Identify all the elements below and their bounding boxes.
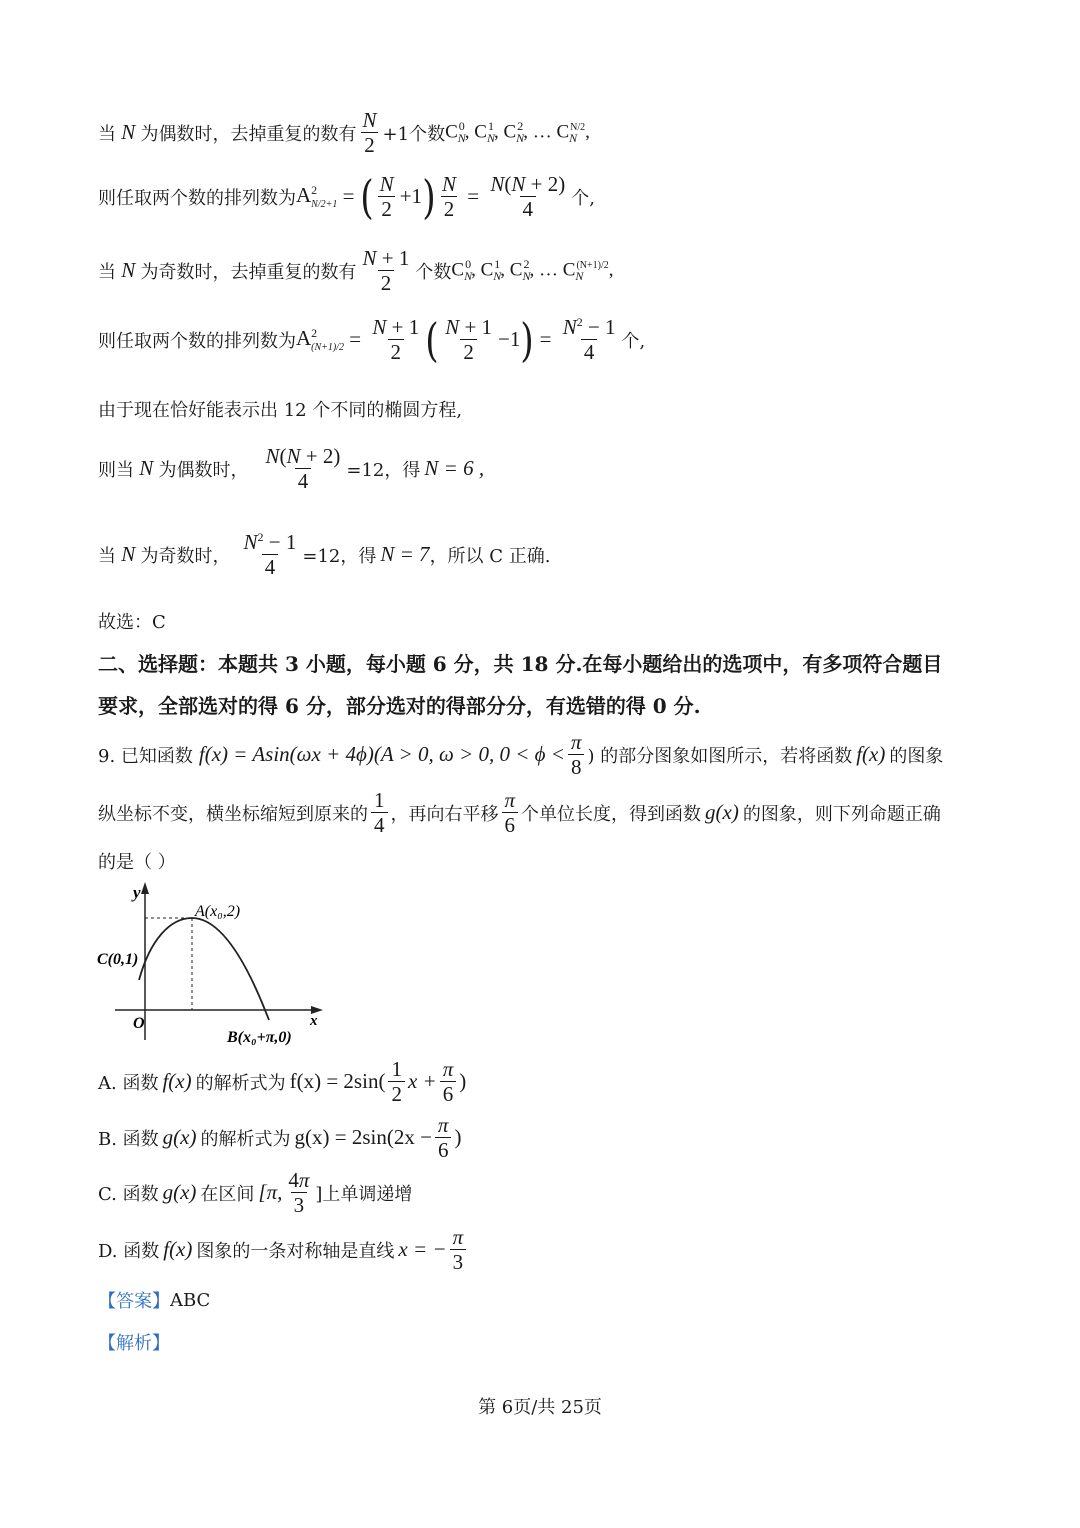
fraction-1-over-4: $\frac{1}{4}$ [371, 788, 388, 837]
close-paren: ) [454, 1125, 462, 1150]
close-paren: ) [459, 1069, 467, 1094]
section-heading-line-2: 要求，全部选对的得 6 分，部分选对的得部分分，有选错的得 0 分. [98, 694, 701, 718]
fraction-n-over-2: $\frac{N}{2}$ [362, 108, 377, 158]
math-fx: f(x) [162, 1069, 192, 1094]
fraction: $\frac{N}{2}$ [379, 172, 394, 222]
text: 的是（ ） [98, 852, 176, 873]
fraction-pi-over-6: $\frac{\pi}{6}$ [435, 1113, 452, 1162]
text: 当 [98, 123, 116, 145]
analysis-line [98, 1329, 170, 1355]
text: 个, [621, 330, 646, 352]
question-line-1 [98, 730, 943, 779]
fraction: $\frac{N(N + 2)}{4}$ [265, 444, 341, 494]
point-b-label: B(x₀+π,0) [227, 1029, 292, 1046]
fraction-pi-over-6: $\frac{\pi}{6}$ [440, 1057, 457, 1106]
minus-one: −1 [498, 327, 521, 352]
section-heading-line-1: 二、选择题：本题共 3 小题，每小题 6 分，共 18 分.在每小题给出的选项中，有多项符合题目 [98, 652, 943, 676]
text: D. 函数 [98, 1240, 160, 1262]
var-n: N [134, 456, 159, 481]
text: 个数 [415, 261, 452, 283]
text: 当 [98, 261, 116, 283]
text: ) 的部分图象如图所示，若将函数 [587, 745, 853, 767]
text: 为奇数时， [140, 545, 231, 567]
fraction-4pi-over-3: $\frac{4\pi}{3}$ [288, 1168, 310, 1218]
answer-label: 【答案】 [98, 1291, 170, 1312]
text: 故选：C [98, 612, 166, 633]
math-value: N = 6 , [424, 456, 485, 481]
math-fx: f(x) [856, 742, 886, 767]
plus-one: +1 [399, 184, 423, 209]
y-axis-arrow [141, 882, 149, 894]
equals: = [337, 184, 360, 209]
fraction-1-over-2: $\frac{1}{2}$ [388, 1057, 405, 1106]
text: 的图象 [889, 745, 944, 767]
arrangement-a: $A^2_{(N+1)/2}$ [296, 326, 345, 354]
solution-line-4 [98, 312, 646, 367]
paren: ( [359, 169, 374, 224]
text: 的解析式为 [200, 1128, 291, 1150]
fraction: $\frac{N(N + 2)}{4}$ [490, 172, 566, 222]
text: 个, [571, 187, 595, 209]
function-graph [95, 880, 335, 1050]
solution-line-1 [98, 108, 590, 157]
text: 当 [98, 545, 116, 567]
var-n: N [116, 258, 141, 283]
page-footer: 第 6页/共 25页 [478, 1397, 602, 1418]
fraction: $\frac{N^2 - 1}{4}$ [562, 315, 616, 365]
text: 则任取两个数的排列数为 [98, 330, 296, 352]
point-a-label: A(x₀,2) [195, 903, 241, 920]
fraction: $\frac{N + 1}{2}$ [362, 246, 410, 296]
solution-line-7 [98, 530, 551, 579]
text: 在区间 [200, 1183, 255, 1205]
fraction: $\frac{N}{2}$ [441, 172, 456, 222]
fraction-pi-over-3: $\frac{\pi}{3}$ [450, 1225, 467, 1274]
text: 的图象，则下列命题正确 [742, 803, 941, 825]
solution-line-5 [98, 396, 462, 422]
text: B. 函数 [98, 1128, 159, 1150]
solution-line-6 [98, 444, 484, 493]
arrangement-a: $A^2_{N/2+1}$ [296, 183, 338, 211]
text: ，再向右平移 [390, 803, 499, 825]
solution-line-8 [98, 608, 166, 634]
text: 纵坐标不变，横坐标缩短到原来的 [98, 803, 368, 825]
math-gx: g(x) [162, 1125, 197, 1150]
math-gx: g(x) [162, 1180, 197, 1205]
text: 为偶数时， [158, 459, 249, 481]
binomial-sequence: $C_N^0$, $C_N^1$, $C_N^2$, … $C_N^{N/2}$, [445, 119, 590, 146]
question-line-2 [98, 788, 941, 837]
text: +1个数 [382, 123, 446, 145]
fraction-pi-over-6: $\frac{\pi}{6}$ [502, 788, 519, 837]
text: =12，得 [346, 459, 421, 481]
math-fx: f(x) [163, 1237, 193, 1262]
fraction-pi-over-8: $\frac{\pi}{8}$ [568, 730, 585, 779]
equals: = [462, 184, 485, 209]
text: ]上单调递增 [315, 1183, 413, 1205]
text: 则当 [98, 459, 134, 481]
text: C. 函数 [98, 1183, 159, 1205]
text: 由于现在恰好能表示出 12 个不同的椭圆方程, [98, 400, 463, 421]
solution-line-2 [98, 169, 595, 224]
equals: = [534, 327, 557, 352]
question-number: 9. 已知函数 [98, 745, 193, 767]
paren: ) [520, 312, 535, 367]
analysis-label: 【解析】 [98, 1333, 170, 1354]
math-expr: x + [407, 1069, 437, 1094]
text: 为偶数时，去掉重复的数有 [140, 123, 357, 145]
math-value: N = 7 [380, 542, 430, 567]
choice-c [98, 1168, 412, 1217]
point-c-label: C(0,1) [97, 951, 139, 968]
text: 为奇数时，去掉重复的数有 [140, 261, 357, 283]
math-expr: [π, [258, 1180, 283, 1205]
text: A. 函数 [98, 1072, 159, 1094]
choice-a [98, 1057, 466, 1106]
question-line-3 [98, 848, 176, 874]
answer-line [98, 1287, 210, 1313]
origin-label: O [133, 1015, 145, 1032]
choice-b [98, 1113, 461, 1162]
text: 图象的一条对称轴是直线 [196, 1240, 395, 1262]
var-n: N [116, 542, 141, 567]
text: 个单位长度，得到函数 [521, 803, 702, 825]
fraction: $\frac{N^2 - 1}{4}$ [243, 530, 297, 580]
text: ，所以 C 正确. [429, 545, 551, 567]
math-expr: g(x) = 2sin(2x − [294, 1125, 432, 1150]
math-gx: g(x) [705, 800, 739, 825]
paren: ) [422, 169, 436, 224]
paren: ( [425, 312, 439, 367]
y-label: y [133, 883, 141, 902]
sine-curve [139, 918, 269, 1020]
math-expr: x = − [398, 1237, 447, 1262]
text: 则任取两个数的排列数为 [98, 187, 296, 209]
fraction: $\frac{N + 1}{2}$ [445, 315, 493, 365]
x-label: x [310, 1013, 318, 1029]
fraction: $\frac{N + 1}{2}$ [372, 315, 420, 365]
equals: = [344, 327, 367, 352]
binomial-sequence: $C_N^0$, $C_N^1$, $C_N^2$, … $C_N^{(N+1)/2}$, [451, 257, 614, 284]
answer-value: ABC [170, 1289, 211, 1311]
var-n: N [116, 120, 141, 145]
text: 的解析式为 [195, 1072, 286, 1094]
math-expr: f(x) = 2sin( [289, 1069, 386, 1094]
solution-line-3 [98, 246, 614, 295]
text: =12，得 [302, 545, 377, 567]
math-expr: f(x) = Asin(ωx + 4ϕ)(A > 0, ω > 0, 0 < ϕ < [198, 742, 565, 767]
choice-d [98, 1225, 469, 1274]
